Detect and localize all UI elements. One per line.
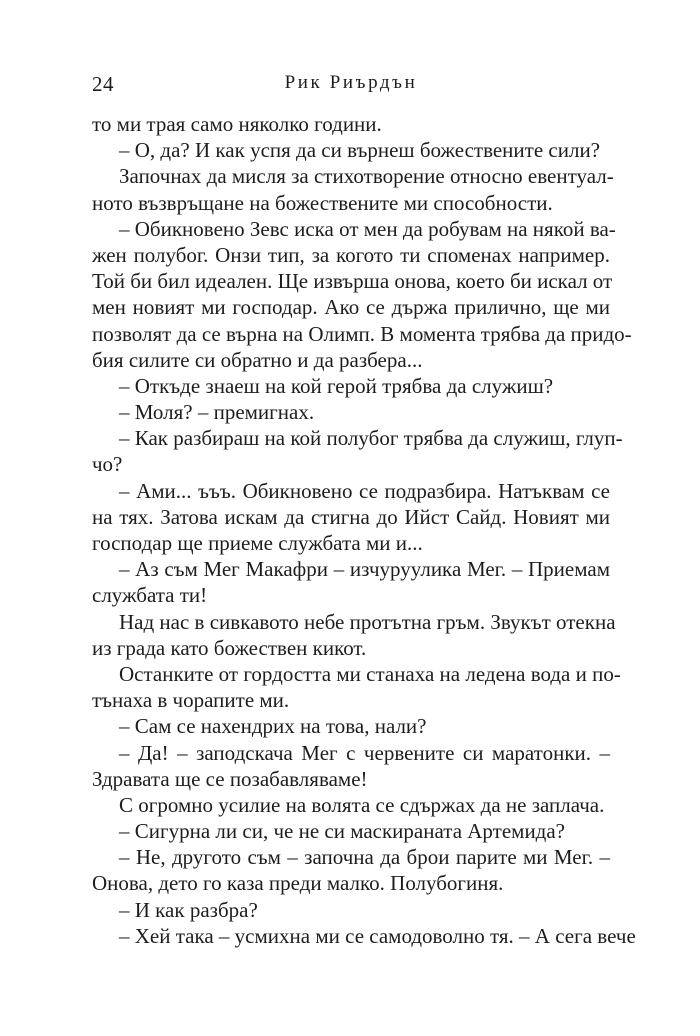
text-line: тънаха в чорапите ми. bbox=[92, 688, 290, 713]
running-title: Рик Риърдън bbox=[284, 72, 418, 93]
text-line: – Хей така – усмихна ми се самодоволно тя. – А сега вече bbox=[119, 923, 636, 948]
text-line: – Да! – заподскача Мег с червените си маратонки. – bbox=[119, 740, 610, 765]
text-line: жен полубог. Онзи тип, за когото ти споменах например. bbox=[92, 242, 610, 267]
text-line: – Сигурна ли си, че не си маскираната Артемида? bbox=[119, 819, 566, 844]
text-line: – Сам се нахендрих на това, нали? bbox=[119, 714, 427, 739]
text-line: – И как разбра? bbox=[119, 897, 258, 922]
page-number: 24 bbox=[92, 72, 114, 96]
text-line: – Ами... ъъъ. Обикновено се подразбира. Натъквам се bbox=[119, 478, 610, 503]
text-line: то ми трая само няколко години. bbox=[92, 112, 382, 136]
text-line: – Как разбираш на кой полубог трябва да служиш, глуп- bbox=[119, 426, 623, 451]
text-line: Здравата ще се позабавляваме! bbox=[92, 766, 368, 791]
text-line: бия силите си обратно и да разбера... bbox=[92, 347, 423, 372]
body-text bbox=[92, 111, 636, 949]
text-line: Останките от гордостта ми станаха на ледена вода и по- bbox=[119, 661, 621, 686]
text-line: чо? bbox=[92, 452, 123, 477]
text-line: – Обикновено Зевс иска от мен да робувам на някой ва- bbox=[119, 216, 616, 241]
text-line: – Аз съм Мег Макафри – изчуруулика Мег. – Приемам bbox=[119, 557, 610, 582]
text-line: на тях. Затова искам да стигна до Ийст Сайд. Новият ми bbox=[92, 504, 610, 529]
text-line: ното възвръщане на божествените ми способности. bbox=[92, 190, 553, 215]
text-line: Той би бил идеален. Ще извърша онова, което би искал от bbox=[92, 269, 613, 294]
text-line: Над нас в сивкавото небе протътна гръм. Звукът отекна bbox=[119, 609, 616, 634]
text-line: позволят да се върна на Олимп. В момента трябва да придо- bbox=[92, 321, 632, 346]
text-line: из града като божествен кикот. bbox=[92, 635, 367, 660]
text-line: господар ще приеме службата ми и... bbox=[92, 531, 423, 555]
text-line: – Откъде знаеш на кой герой трябва да служиш? bbox=[119, 373, 554, 398]
text-line: – О, да? И как успя да си върнеш божествените сили? bbox=[119, 138, 601, 163]
text-line: – Не, другото съм – започна да брои парите ми Мег. – bbox=[119, 845, 610, 870]
text-line: Онова, дето го каза преди малко. Полубогиня. bbox=[92, 871, 504, 896]
text-line: Започнах да мисля за стихотворение относно евентуал- bbox=[119, 164, 614, 189]
text-line: – Моля? – премигнах. bbox=[119, 400, 315, 425]
text-line: С огромно усилие на волята се сдържах да не заплача. bbox=[119, 792, 605, 817]
page-header bbox=[92, 72, 610, 102]
text-line: мен новият ми господар. Ако се държа прилично, ще ми bbox=[92, 295, 610, 320]
text-line: службата ти! bbox=[92, 583, 208, 608]
